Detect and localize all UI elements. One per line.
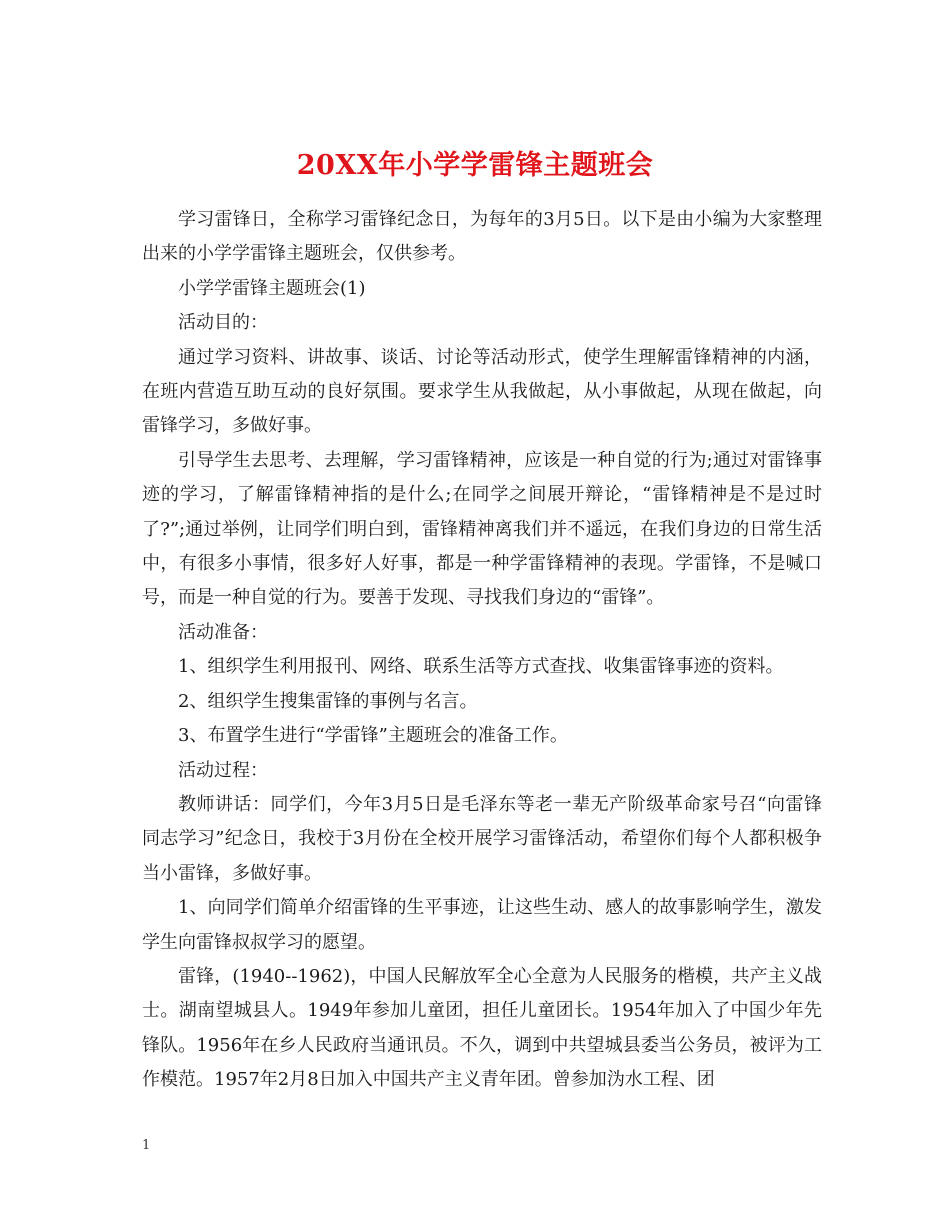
purpose-paragraph-1: 通过学习资料、讲故事、谈话、讨论等活动形式，使学生理解雷锋精神的内涵，在班内营造互助互动的良好氛围。要求学生从我做起，从小事做起，从现在做起，向雷锋学习，多做好事。: [142, 346, 822, 437]
process-step-1: 1、向同学们简单介绍雷锋的生平事迹，让这些生动、感人的故事影响学生，激发学生向雷锋叔叔学习的愿望。: [142, 897, 822, 953]
page-number: 1: [142, 1138, 151, 1153]
biography-paragraph: 雷锋，(1940--1962)，中国人民解放军全心全意为人民服务的楷模，共产主义战士。湖南望城县人。1949年参加儿童团，担任儿童团长。1954年加入了中国少年先锋队。1956年在乡人民政府当通讯员。不久，调到中共望城县委当公务员，被评为工作模范。1957年2月8日加入中国共产主义青年团。曾参加沩水工程、团: [142, 965, 822, 1091]
teacher-speech-paragraph: 教师讲话：同学们，今年3月5日是毛泽东等老一辈无产阶级革命家号召“向雷锋同志学习”纪念日，我校于3月份在全校开展学习雷锋活动，希望你们每个人都积极争当小雷锋，多做好事。: [142, 793, 822, 884]
subheading-preparation: 活动准备：: [178, 621, 268, 643]
subheading-purpose: 活动目的：: [178, 312, 268, 334]
preparation-item-3: 3、布置学生进行“学雷锋”主题班会的准备工作。: [178, 725, 568, 747]
subheading-process: 活动过程：: [178, 759, 268, 781]
document-title: 20XX年小学学雷锋主题班会: [296, 150, 654, 182]
purpose-paragraph-2: 引导学生去思考、去理解，学习雷锋精神，应该是一种自觉的行为;通过对雷锋事迹的学习，了解雷锋精神指的是什么;在同学之间展开辩论，“雷锋精神是不是过时了?”;通过举例，让同学们明白到，雷锋精神离我们并不遥远，在我们身边的日常生活中，有很多小事情，很多好人好事，都是一种学雷锋精神的表现。学雷锋，不是喊口号，而是一种自觉的行为。要善于发现、寻找我们身边的“雷锋”。: [142, 449, 822, 609]
document-body: [142, 203, 822, 1098]
section-heading: 小学学雷锋主题班会(1): [178, 277, 366, 299]
intro-paragraph: 学习雷锋日，全称学习雷锋纪念日，为每年的3月5日。以下是由小编为大家整理出来的小学学雷锋主题班会，仅供参考。: [142, 209, 822, 265]
preparation-item-2: 2、组织学生搜集雷锋的事例与名言。: [178, 690, 478, 712]
preparation-item-1: 1、组织学生利用报刊、网络、联系生活等方式查找、收集雷锋事迹的资料。: [178, 656, 784, 678]
